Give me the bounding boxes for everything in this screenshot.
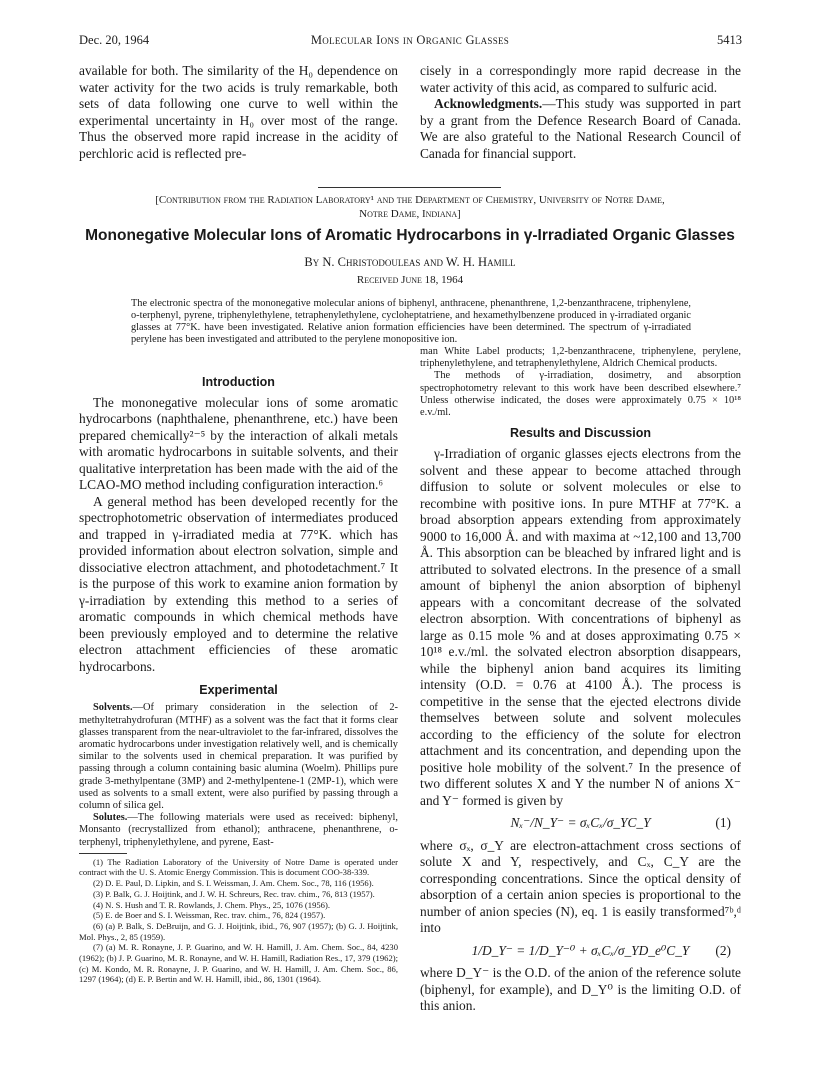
solvents-text: —Of primary consideration in the selection of 2-methyltetrahydrofuran (MTHF) as a solvent was the fact that it forms clear glasses transparent from the near-ultraviolet to the far-infrared, dissolves the aromatic hydrocarbons under investigation relatively well, and is chemically similar to the solvents used in chemical preparation. It was purified by passing through a column containing basic alumina (Woelm). Phillips pure grade 3-methylpentane (3MP) and 2-methylpentene-1 (2MP-1), which were used as solvents to a small extent, were also purified by passing through a column of silica gel. — [79, 702, 398, 811]
footnote-item: (1) The Radiation Laboratory of the University of Notre Dame is operated under contract with the U. S. Atomic Energy Commission. This is document COO-38-339. — [79, 856, 398, 878]
equation-2-number: (2) — [715, 942, 731, 958]
experimental-heading: Experimental — [199, 683, 278, 698]
section-divider — [318, 187, 501, 188]
footnote-item: (4) N. S. Hush and T. R. Rowlands, J. Chem. Phys., 25, 1076 (1956). — [93, 899, 330, 910]
footnote-rule — [79, 853, 127, 854]
footnote-item: (5) E. de Boer and S. I. Weissman, Rec. trav. chim., 76, 824 (1957). — [93, 910, 326, 921]
results-heading: Results and Discussion — [509, 426, 651, 441]
header-page-number: 5413 — [717, 33, 742, 47]
contribution-note — [79, 194, 741, 221]
article-title: Mononegative Molecular Ions of Aromatic Hydrocarbons in γ-Irradiated Organic Glasses — [85, 227, 735, 244]
footnote-item: (6) (a) P. Balk, S. DeBruijn, and G. J. Hoijtink, ibid., 76, 907 (1957); (b) G. J. Hoijtink, Mol. Phys., 2, 85 (1959). — [79, 920, 398, 942]
introduction-paragraph-2: A general method has been developed recently for the spectrophotometric observation of intermediates produced and trapped in γ-irradiated media at 77°K. which has provided information about electron solvation, simple and dissociative electron attachment, and photodetachment.⁷ It is the purpose of this work to examine anion formation by γ-irradiation by extending this method to a series of aromatic compounds in which chemical methods have been previously employed and to determine the relative electron attachment efficiencies of these aromatic hydrocarbons. — [79, 493, 398, 674]
solutes-paragraph — [79, 812, 398, 849]
results-paragraph-1: γ-Irradiation of organic glasses ejects electrons from the solvent and these appear to become attached through diffusion to solute or solvent molecules or else to recombine with positive ions. In pure MTHF at 77°K. a broad absorption appears extending from approximately 9000 to 16,000 Å. and with maxima at ~12,100 and 13,700 Å. This absorption can be bleached by infrared light and is attributed to solvated electrons. In the presence of a small amount of biphenyl the anion absorption of biphenyl appears with a concomitant decrease of the solvated electron absorption. With concentrations of biphenyl as large as 0.15 mole % and at doses approximating 0.75 × 10¹⁸ e.v./ml. the solvated electron absorption disappears, while the biphenyl anion band acquires its limiting intensity (O.D. = 0.76 at 4100 Å.). The process is competitive in the sense that the ejected electrons divide themselves between solute and solvent molecules according to the efficiency of the solute for electron attachment and its concentration, and depending upon the positive hole mobility of the solvent.⁷ In the presence of two different solutes X and Y the number N of anions X⁻ and Y⁻ formed is given by — [420, 446, 741, 808]
solutes-label: Solutes. — [93, 812, 128, 824]
solvents-label: Solvents. — [93, 702, 133, 714]
results-paragraph-3: where D_Y⁻ is the O.D. of the anion of the reference solute (biphenyl, for example), and D_Y⁰ is the limiting O.D. of this anion. — [420, 965, 741, 1014]
carryover-right-paragraph: cisely in a correspondingly more rapid decrease in the water activity of this acid, as compared to sulfuric acid. — [420, 63, 741, 95]
carryover-left-paragraph: available for both. The similarity of the H₀ dependence on water activity for the two acids is truly remarkable, both sets of data following one curve to well within the experimental uncertainty in H₀ over most of the range. Thus the observed more rapid increase in the acidity of perchloric acid is reflected pre- — [79, 63, 398, 161]
equation-2 — [420, 943, 741, 960]
byline: By N. Christodouleas and W. H. Hamill — [304, 255, 516, 269]
solutes-continued: man White Label products; 1,2-benzanthracene, triphenylene, perylene, triphenylethylene, and tetraphenylethylene, Aldrich Chemical products. — [420, 346, 741, 370]
carryover-right-column — [420, 63, 741, 162]
equation-1-body: Nₓ⁻/N_Y⁻ = σₓCₓ/σ_YC_Y — [510, 815, 651, 831]
contribution-line-2: Notre Dame, Indiana] — [359, 207, 461, 220]
received-date: Received June 18, 1964 — [356, 274, 464, 286]
footnote-item: (2) D. E. Paul, D. Lipkin, and S. I. Weissman, J. Am. Chem. Soc., 78, 116 (1956). — [93, 878, 374, 889]
equation-2-body: 1/D_Y⁻ = 1/D_Y⁻⁰ + σₓCₓ/σ_YD_e⁰C_Y — [471, 942, 690, 958]
equation-1 — [420, 815, 741, 832]
introduction-heading: Introduction — [202, 375, 275, 389]
abstract: The electronic spectra of the mononegative molecular anions of biphenyl, anthracene, phenanthrene, 1,2-benzanthracene, triphenylene, o-terphenyl, pyrene, triphenylethylene, tetraphenylethylene, cycloheptatriene, and hexamethylbenzene produced in γ-irradiated organic glasses at 77°K. have been investigated. Relative anion formation efficiencies have been determined. The spectrum of γ-irradiated perylene has been investigated and attributed to the perylene monopositive ion. — [131, 298, 691, 345]
carryover-left-column — [79, 63, 398, 162]
results-paragraph-2: where σₓ, σ_Y are electron-attachment cross sections of solute X and Y, respectively, and Cₓ, C_Y are the corresponding concentrations. Since the optical density of absorption of a certain anion species is proportional to the number of anion species (N), eq. 1 is easily transformed⁷ᵇ,ᵈ into — [420, 837, 741, 936]
footnote-item: (7) (a) M. R. Ronayne, J. P. Guarino, and W. H. Hamill, J. Am. Chem. Soc., 84, 4230 (1962); (b) J. P. Guarino, M. R. Ronayne, and W. H. Hamill, Radiation Res., 17, 379 (1962); (c) M. Kondo, M. R. Ronayne, J. P. Guarino, and W. H. Hamill, J. Am. Chem. Soc., 86, 1297 (1964); (d) E. P. Bertin and W. H. Hamill, ibid., 86, 1301 (1964). — [79, 942, 398, 985]
introduction-paragraph-1: The mononegative molecular ions of some aromatic hydrocarbons (naphthalene, phenanthrene, etc.) have been prepared chemically²⁻⁵ by the interaction of alkali metals with aromatic hydrocarbons in suitable solvents, and their qualitative interpretation has been made with the aid of the LCAO-MO method including configuration interaction.⁶ — [79, 394, 398, 493]
methods-paragraph: The methods of γ-irradiation, dosimetry, and absorption spectrophotometry relevant to this work have been described elsewhere.⁷ Unless otherwise indicated, the doses were approximately 0.75 × 10¹⁸ e.v./ml. — [420, 370, 741, 419]
acknowledgments-paragraph — [420, 96, 741, 162]
header-journal-title: Molecular Ions in Organic Glasses — [310, 33, 510, 47]
footnote-item: (3) P. Balk, G. J. Hoijtink, and J. W. H. Schreurs, Rec. trav. chim., 76, 813 (1957). — [93, 888, 375, 899]
contribution-line-1: [Contribution from the Radiation Laboratory¹ and the Department of Chemistry, University of Notre Dame, — [155, 194, 665, 206]
right-column — [420, 346, 741, 1015]
header-date: Dec. 20, 1964 — [79, 33, 150, 47]
footnotes — [79, 857, 398, 985]
acknowledgments-label: Acknowledgments. — [434, 96, 543, 111]
solvents-paragraph — [79, 702, 398, 812]
left-column — [79, 375, 398, 985]
solutes-text: —The following materials were used as received: biphenyl, Monsanto (recrystallized from ethanol); anthracene, phenanthrene, o-terphenyl, triphenylethylene, and pyrene, East- — [79, 812, 398, 848]
equation-1-number: (1) — [715, 815, 731, 831]
acknowledgments-text: —This study was supported in part by a grant from the Defence Research Board of Canada. We are also grateful to the National Research Council of Canada for financial support. — [420, 96, 741, 161]
